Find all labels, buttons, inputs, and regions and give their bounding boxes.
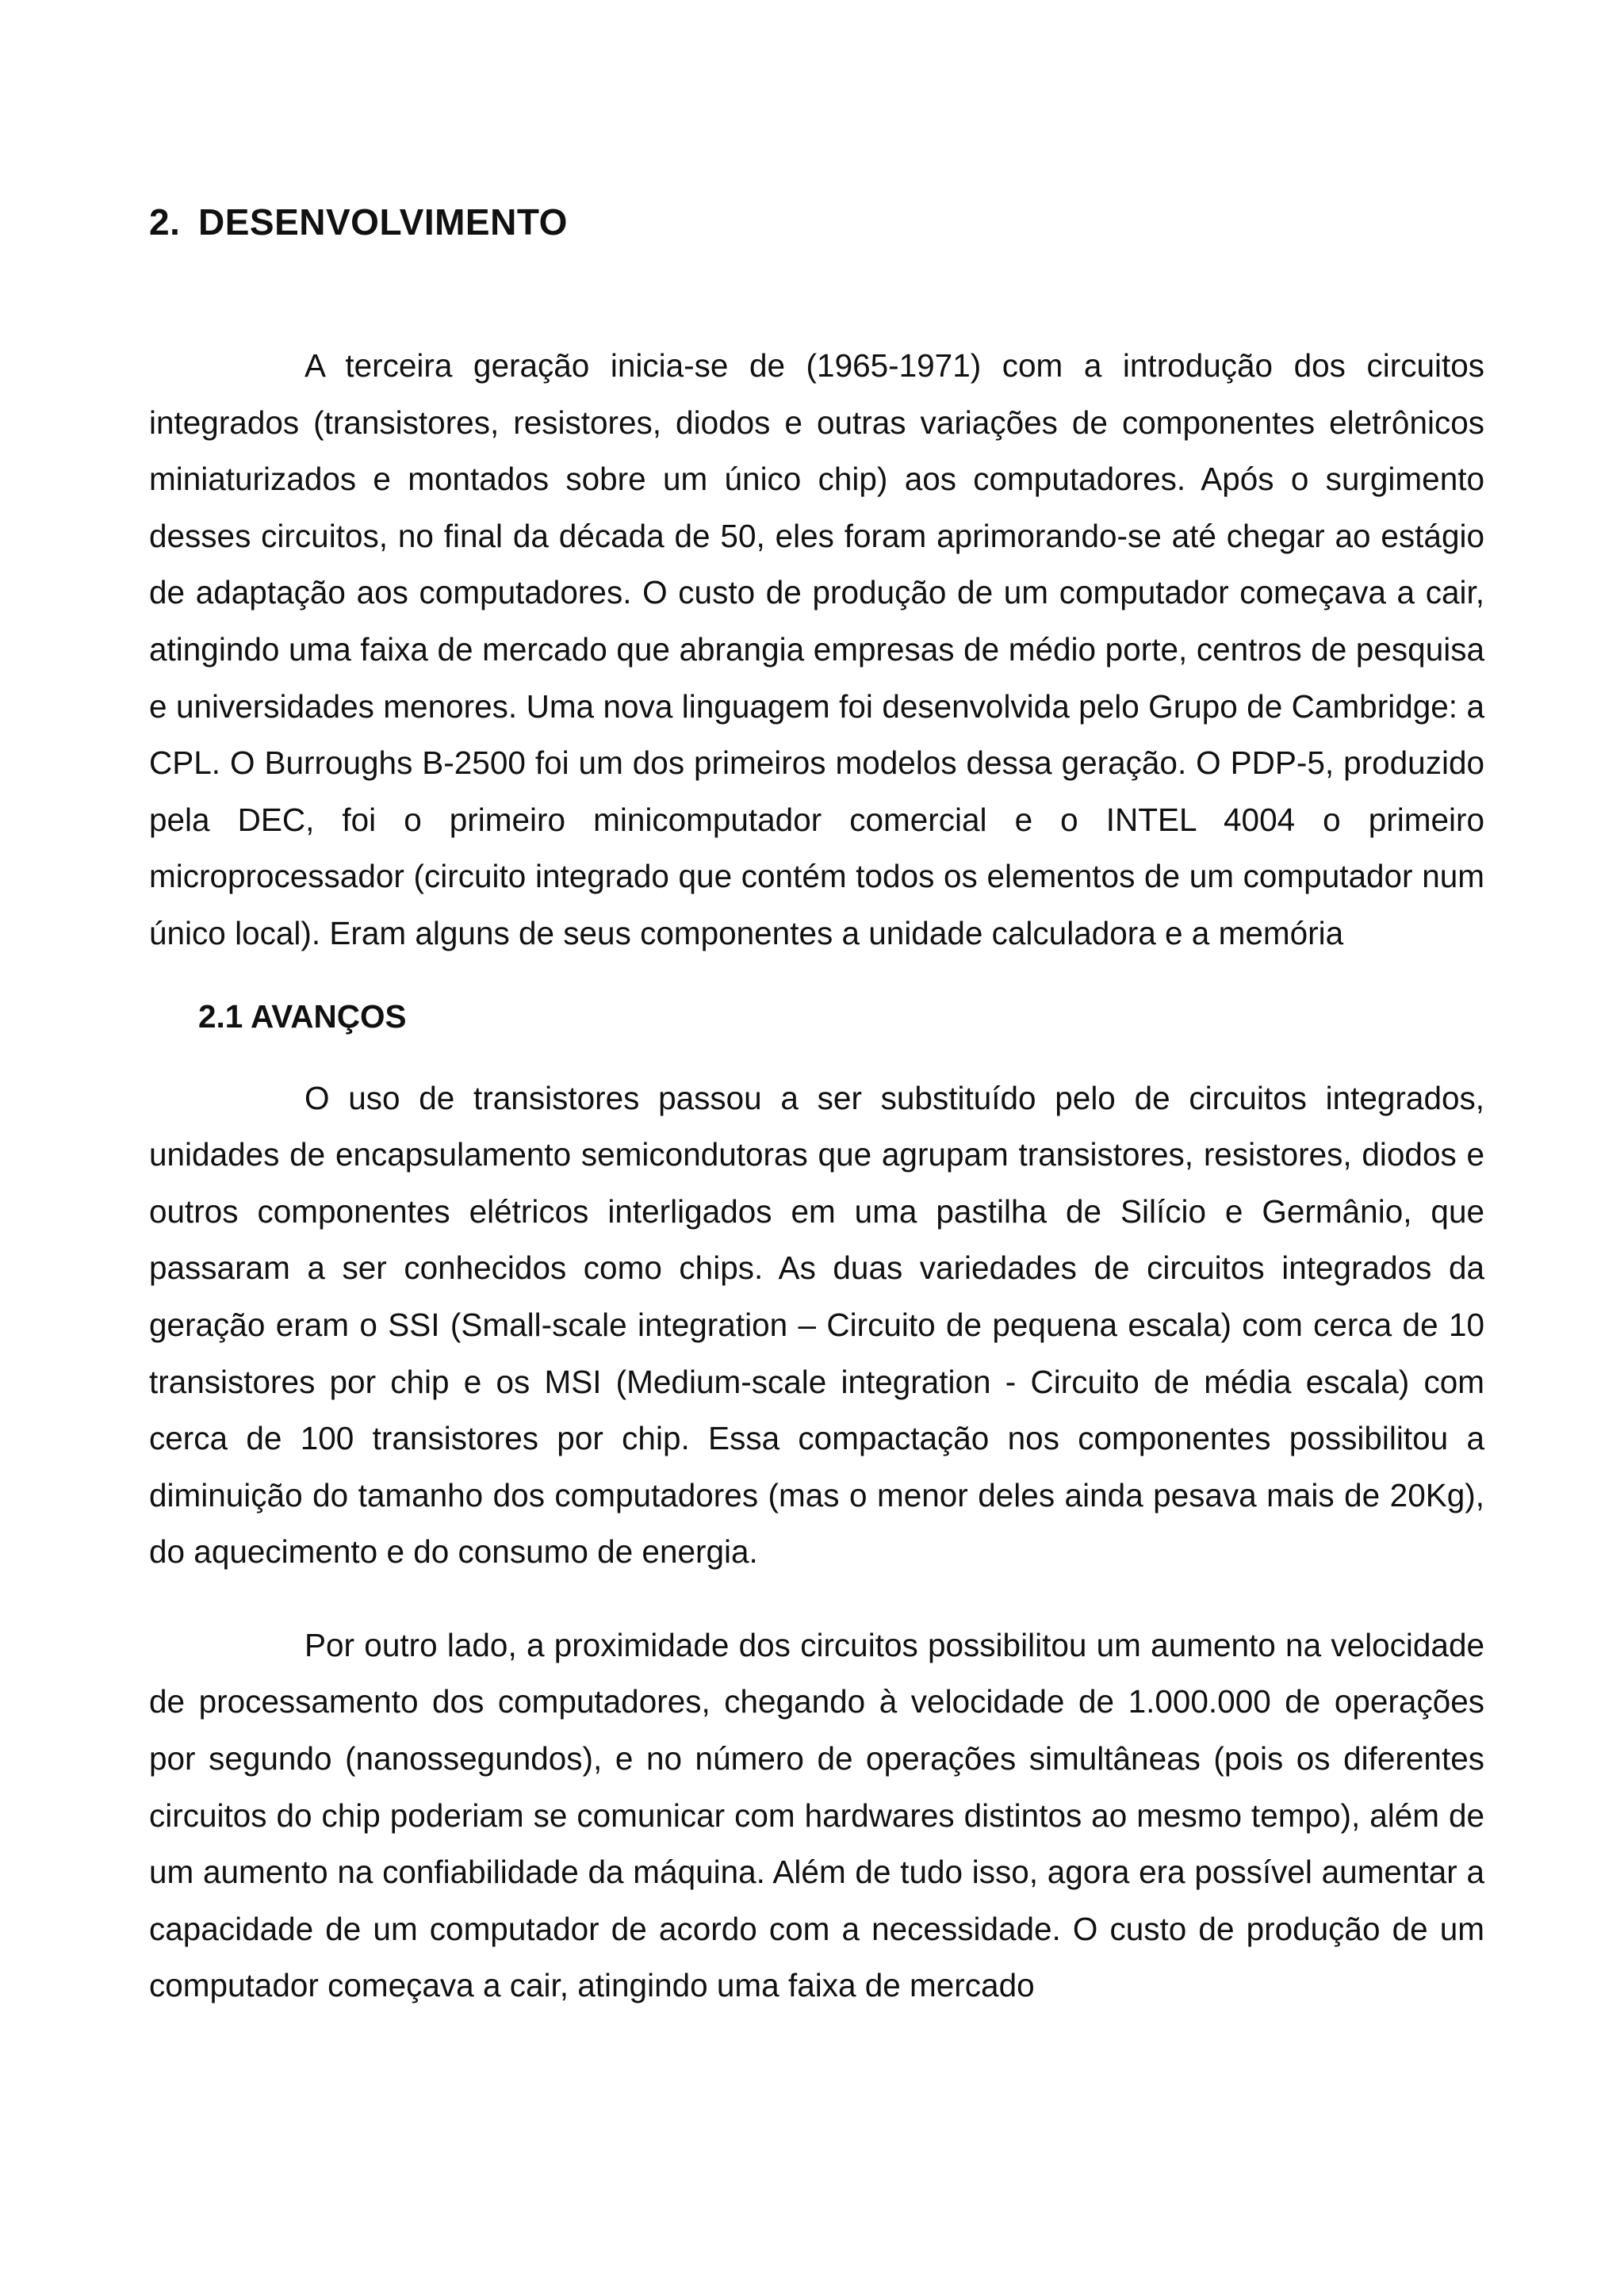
section-heading xyxy=(149,190,1484,254)
section-number: 2. xyxy=(149,201,181,243)
section-title: DESENVOLVIMENTO xyxy=(198,201,568,243)
paragraph-avancos-2: Por outro lado, a proximidade dos circuitos possibilitou um aumento na velocidade de processamento dos computadores, chegando à velocidade de 1.000.000 de operações por segundo (nanossegundos), e no número de operações simultâneas (pois os diferentes circuitos do chip poderiam se comunicar com hardwares distintos ao mesmo tempo), além de um aumento na confiabilidade da máquina. Além de tudo isso, agora era possível aumentar a capacidade de um computador de acordo com a necessidade. O custo de produção de um computador começava a cair, atingindo uma faixa de mercado xyxy=(149,1626,1484,2004)
subsection-heading: 2.1 AVANÇOS xyxy=(198,997,407,1035)
paragraph-avancos-1: O uso de transistores passou a ser substituído pelo de circuitos integrados, unidades de encapsulamento semicondutoras que agrupam transistores, resistores, diodos e outros componentes elétricos interligados em uma pastilha de Silício e Germânio, que passaram a ser conhecidos como chips. As duas variedades de circuitos integrados da geração eram o SSI (Small-scale integration – Circuito de pequena escala) com cerca de 10 transistores por chip e os MSI (Medium-scale integration - Circuito de média escala) com cerca de 100 transistores por chip. Essa compactação nos componentes possibilitou a diminuição do tamanho dos computadores (mas o menor deles ainda pesava mais de 20Kg), do aquecimento e do consumo de energia. xyxy=(149,1079,1484,1571)
page-content xyxy=(149,190,1484,2015)
paragraph-intro: A terceira geração inicia-se de (1965-1971) com a introdução dos circuitos integrados (transistores, resistores, diodos e outras variações de componentes eletrônicos miniaturizados e montados sobre um único chip) aos computadores. Após o surgimento desses circuitos, no final da década de 50, eles foram aprimorando-se até chegar ao estágio de adaptação aos computadores. O custo de produção de um computador começava a cair, atingindo uma faixa de mercado que abrangia empresas de médio porte, centros de pesquisa e universidades menores. Uma nova linguagem foi desenvolvida pelo Grupo de Cambridge: a CPL. O Burroughs B-2500 foi um dos primeiros modelos dessa geração. O PDP-5, produzido pela DEC, foi o primeiro minicomputador comercial e o INTEL 4004 o primeiro microprocessador (circuito integrado que contém todos os elementos de um computador num único local). Eram alguns de seus componentes a unidade calculadora e a memória xyxy=(149,347,1484,951)
